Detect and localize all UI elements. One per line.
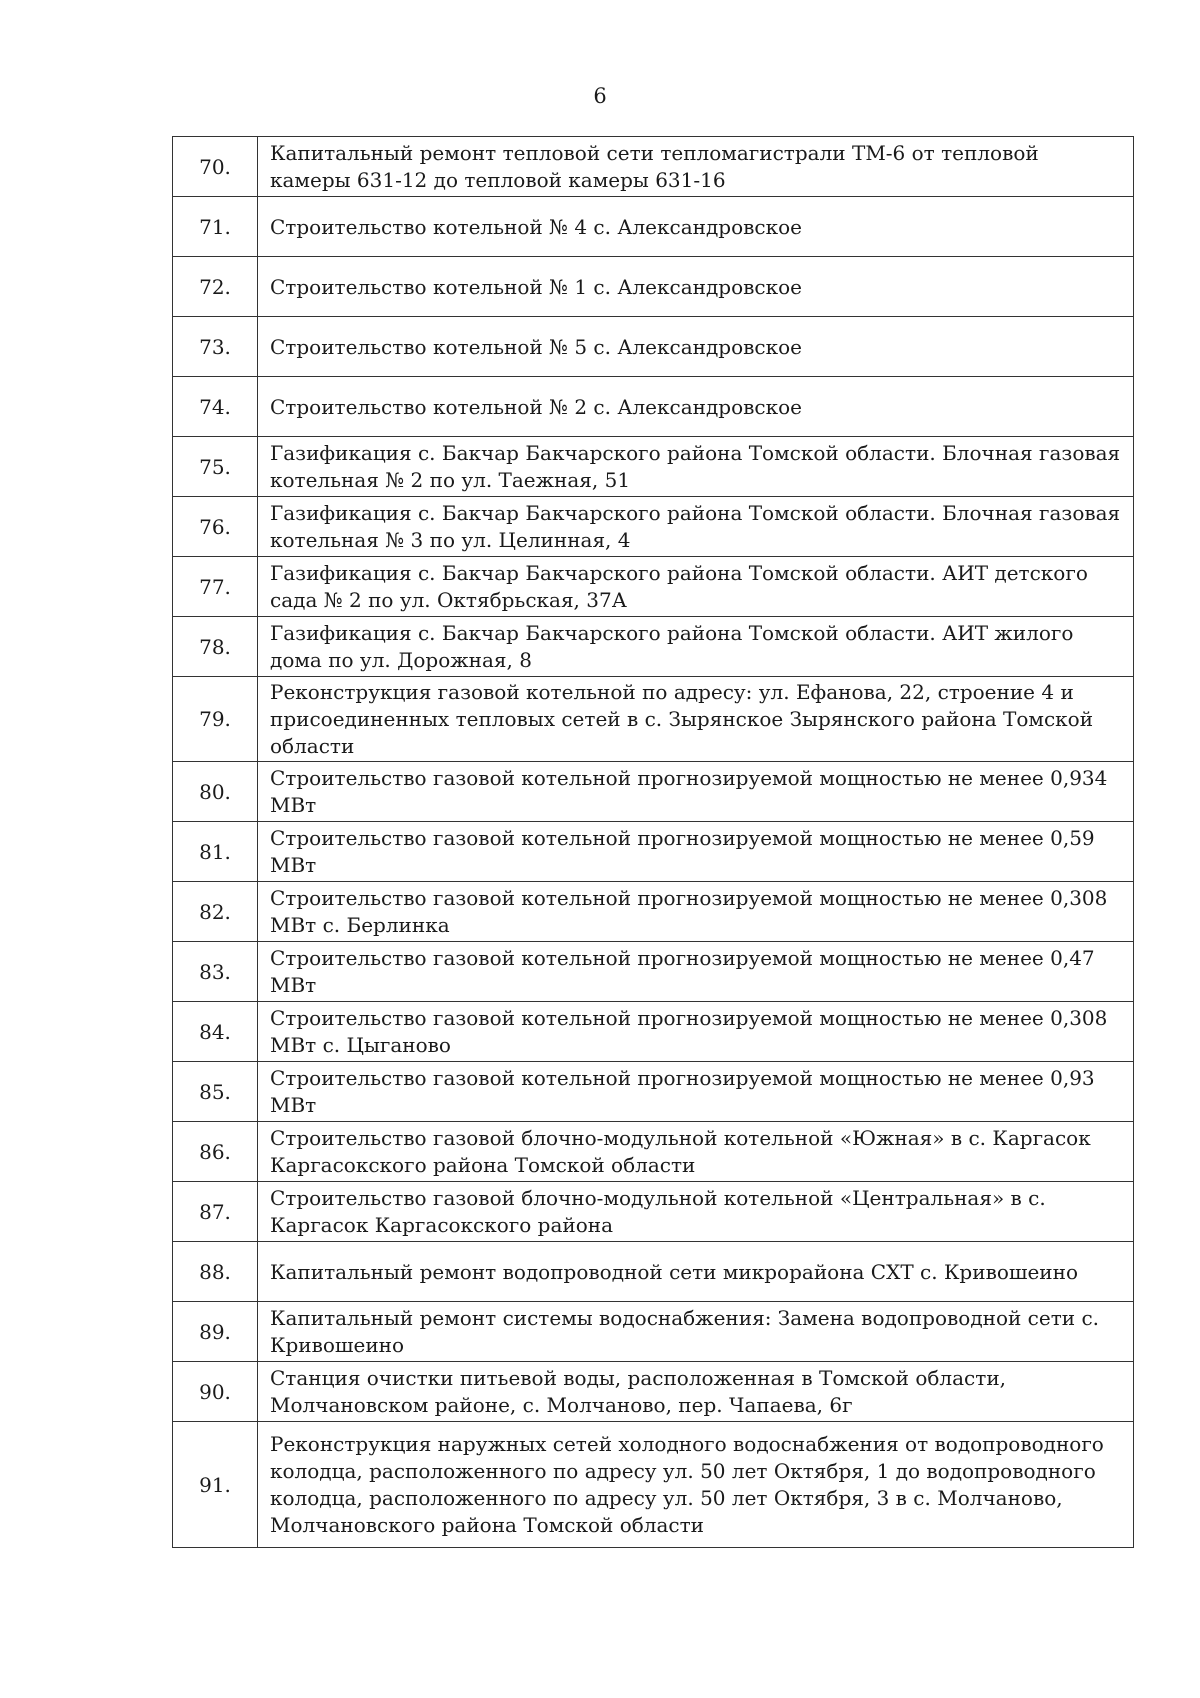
row-text: Реконструкция наружных сетей холодного водоснабжения от водопроводного колодца, расположенного по адресу ул. 50 лет Октября, 1 до водопроводного колодца, расположенного по адресу ул. 50 лет Октября, 3 в с. Молчаново, Молчановского района Томской области <box>258 1422 1134 1548</box>
table-row <box>173 1062 1134 1122</box>
table-row <box>173 1122 1134 1182</box>
row-number: 78. <box>173 617 258 677</box>
items-table <box>172 136 1134 1548</box>
row-number: 73. <box>173 317 258 377</box>
row-text: Газификация с. Бакчар Бакчарского района Томской области. Блочная газовая котельная № 2 по ул. Таежная, 51 <box>258 437 1134 497</box>
table-row <box>173 762 1134 822</box>
row-number: 80. <box>173 762 258 822</box>
row-number: 76. <box>173 497 258 557</box>
table-row <box>173 197 1134 257</box>
table-row <box>173 557 1134 617</box>
row-text: Капитальный ремонт системы водоснабжения: Замена водопроводной сети с. Кривошеино <box>258 1302 1134 1362</box>
page-number: 6 <box>593 84 607 108</box>
table-row <box>173 822 1134 882</box>
row-number: 84. <box>173 1002 258 1062</box>
table-row <box>173 677 1134 762</box>
row-text: Строительство котельной № 1 с. Александровское <box>258 257 1134 317</box>
row-text: Реконструкция газовой котельной по адресу: ул. Ефанова, 22, строение 4 и присоединенных тепловых сетей в с. Зырянское Зырянского района Томской области <box>258 677 1134 762</box>
table-row <box>173 1422 1134 1548</box>
row-text: Строительство газовой котельной прогнозируемой мощностью не менее 0,308 МВт с. Берлинка <box>258 882 1134 942</box>
table-row <box>173 437 1134 497</box>
row-number: 85. <box>173 1062 258 1122</box>
table-row <box>173 1302 1134 1362</box>
row-text: Строительство котельной № 5 с. Александровское <box>258 317 1134 377</box>
table-row <box>173 882 1134 942</box>
row-number: 79. <box>173 677 258 762</box>
row-number: 75. <box>173 437 258 497</box>
row-number: 81. <box>173 822 258 882</box>
row-number: 87. <box>173 1182 258 1242</box>
row-text: Строительство газовой котельной прогнозируемой мощностью не менее 0,59 МВт <box>258 822 1134 882</box>
row-text: Капитальный ремонт водопроводной сети микрорайона СХТ с. Кривошеино <box>258 1242 1134 1302</box>
row-text: Строительство газовой блочно-модульной котельной «Южная» в с. Каргасок Каргасокского района Томской области <box>258 1122 1134 1182</box>
row-number: 74. <box>173 377 258 437</box>
row-number: 71. <box>173 197 258 257</box>
table-row <box>173 1182 1134 1242</box>
table-row <box>173 317 1134 377</box>
table-row <box>173 257 1134 317</box>
row-text: Строительство газовой котельной прогнозируемой мощностью не менее 0,934 МВт <box>258 762 1134 822</box>
row-text: Капитальный ремонт тепловой сети тепломагистрали ТМ-6 от тепловой камеры 631-12 до тепловой камеры 631-16 <box>258 137 1134 197</box>
row-text: Строительство газовой котельной прогнозируемой мощностью не менее 0,93 МВт <box>258 1062 1134 1122</box>
row-text: Строительство газовой котельной прогнозируемой мощностью не менее 0,47 МВт <box>258 942 1134 1002</box>
row-text: Станция очистки питьевой воды, расположенная в Томской области, Молчановском районе, с. Молчаново, пер. Чапаева, 6г <box>258 1362 1134 1422</box>
row-number: 72. <box>173 257 258 317</box>
table-row <box>173 1362 1134 1422</box>
table-row <box>173 137 1134 197</box>
row-text: Строительство котельной № 4 с. Александровское <box>258 197 1134 257</box>
row-number: 91. <box>173 1422 258 1548</box>
table-row <box>173 377 1134 437</box>
row-number: 86. <box>173 1122 258 1182</box>
row-number: 90. <box>173 1362 258 1422</box>
row-text: Строительство газовой блочно-модульной котельной «Центральная» в с. Каргасок Каргасокского района <box>258 1182 1134 1242</box>
row-text: Газификация с. Бакчар Бакчарского района Томской области. АИТ жилого дома по ул. Дорожная, 8 <box>258 617 1134 677</box>
row-number: 89. <box>173 1302 258 1362</box>
row-number: 70. <box>173 137 258 197</box>
table-row <box>173 1242 1134 1302</box>
row-text: Строительство котельной № 2 с. Александровское <box>258 377 1134 437</box>
row-number: 88. <box>173 1242 258 1302</box>
row-number: 83. <box>173 942 258 1002</box>
table-row <box>173 497 1134 557</box>
row-number: 77. <box>173 557 258 617</box>
row-text: Газификация с. Бакчар Бакчарского района Томской области. Блочная газовая котельная № 3 по ул. Целинная, 4 <box>258 497 1134 557</box>
row-text: Строительство газовой котельной прогнозируемой мощностью не менее 0,308 МВт с. Цыганово <box>258 1002 1134 1062</box>
row-number: 82. <box>173 882 258 942</box>
table-row <box>173 617 1134 677</box>
table-row <box>173 942 1134 1002</box>
table-row <box>173 1002 1134 1062</box>
row-text: Газификация с. Бакчар Бакчарского района Томской области. АИТ детского сада № 2 по ул. Октябрьская, 37А <box>258 557 1134 617</box>
